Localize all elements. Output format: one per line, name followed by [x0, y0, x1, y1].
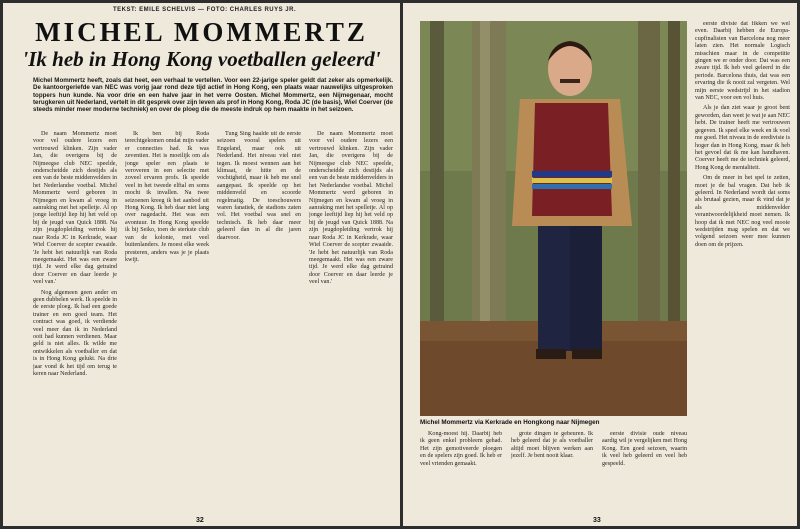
column-5-text: eerste divisie dat fikken we wel even. Daarbij hebben de Europa-cupfinalisten van Barcelona nog meer laten zien. Het normale Logisch misschien maar in de competitie gingen we er onder door. Dat was een zware tijd. Ik heb veel geleerd in die periode. Barcelona thuis, dat was een ervaring die ik nooit zal vergeten. Wel mijn eerste wedstrijd in het stadion van NEC, voor een vol huis. — [695, 21, 790, 102]
column-1-text: De naam Mommertz moet voor vel oudere lezers een vertrouwd klinken. Zijn vader Jan, die overigens bij de Nijmeegse club NEC speelde, onderscheidde zich destijds als een van de beste middenvelders in het Nederlandse voetbal. Michel Mommertz werd geboren in Nijmegen en kwam al vroeg in aanraking met het spelletje. Al op jonge leeftijd liep hij het veld op bij de jeugd van Quick 1888. Na zijn jeugdopleiding vertrok hij naar Roda JC in Kerkrade, waar Wiel Coerver de scepter zwaaide. 'Je hebt het natuurlijk van Roda meegemaakt. Het was een zware tijd. Je werd elke dag getraind door Coerver en daar leerde je veel van.' — [33, 131, 117, 286]
bottom-column-1-text: Kong-moest hij. Daarbij heb ik geen enkel probleem gehad. Het zijn gemotiveerde ploegen en de spelers zijn goed. Ik heb er veel vrienden gemaakt. — [420, 431, 502, 467]
headline: MICHEL MOMMERTZ — [35, 17, 368, 47]
photo-caption: Michel Mommertz via Kerkrade en Hongkong naar Nijmegen — [420, 419, 600, 426]
article-column-3 — [217, 131, 301, 519]
article-column-5 — [695, 21, 790, 519]
bottom-column-3 — [602, 431, 687, 519]
left-page — [3, 3, 400, 526]
article-credits: TEKST: EMILE SCHELVIS — FOTO: CHARLES RUYS JR. — [113, 7, 297, 13]
column-5-text-continued: Als je dan ziet waar je groot bent geworden, dan weet je wat je aan NEC hebt. De trainer heeft me vertrouwen gegeven. Ik speel elke week en ik voel me goed. Het niveau in de eredivisie is hoger dan in Hong Kong, maar ik heb het gevoel dat ik me kan handhaven. Coerver heeft me de techniek geleerd, Hong Kong de mentaliteit. — [695, 105, 790, 171]
player-photo — [420, 21, 687, 416]
article-column-4 — [309, 131, 393, 519]
bottom-column-2 — [511, 431, 593, 519]
column-3-text: Tung Sing haalde uit de eerste seizoen vooral spelers uit Engeland, maar ook uit Nederland. Het niveau viel niet tegen. Ik moest wennen aan het klimaat, de hitte en de vochtigheid, maar ik heb me snel aangepast. Ik speelde op het middenveld en scoorde regelmatig. De toeschouwers waren fanatiek, de stadions zaten vol. Het voetbal was snel en technisch. Ik heb daar meer geleerd dan in al die jaren daarvoor. — [217, 131, 301, 241]
photo-illustration — [420, 21, 687, 416]
bottom-column-2-text: grote dingen te gebeuren. Ik heb geleerd dat je als voetballer altijd moet blijven werken aan jezelf. Je bent nooit klaar. — [511, 431, 593, 460]
column-5-text-end: Om de meer in het spel te zetten, moet je de bal vragen. Dat heb ik geleerd. In Nederland wordt dat soms als brutaal gezien, maar ik vind dat je als middenvelder verantwoordelijkheid moet nemen. Ik hoop dat ik met NEC nog veel mooie wedstrijden mag spelen en dat we volgend seizoen weer mee kunnen doen om de prijzen. — [695, 175, 790, 248]
column-2-text: Ik ben bij Roda terechtgekomen omdat mijn vader er connecties had. Ik was zeventien. Het is moeilijk om als jonge speler een plaats te veroveren in een selectie met zoveel ervaren profs. Ik speelde veel in het tweede elftal en soms mocht ik invallen. Na twee seizoenen kreeg ik het aanbod uit Hong Kong. Ik heb daar niet lang over nagedacht. Het was een avontuur. In Hong Kong speelde ik bij Seiko, toen de sterkste club van de kolonie, met veel buitenlanders. Je moest elke week presteren, anders was je je plaats kwijt. — [125, 131, 209, 263]
article-column-1 — [33, 131, 117, 519]
intro-paragraph: Michel Mommertz heeft, zoals dat heet, een verhaal te vertellen. Voor een 22-jarige speler geldt dat zeker als opmerkelijk. De kantoorgeriefde van NEC was vorig jaar rond deze tijd actief in Hong Kong, een plaats waar nauwelijks uitgesproken toppers hun kunde. Na voor drie en een halve jaar in het verre Oosten. Michel Mommertz, een Nijmegenaar, mocht terugkeren uit Nederland, vertelt in dit gesprek over zijn leven als prof in Hong Kong, Roda JC (de basis), Wiel Coerver (de steeds minder meer moderne techniek) en over de ploeg die de meeste indruk op hem maakte in het seizoen. — [33, 77, 393, 114]
bottom-column-1 — [420, 431, 502, 519]
page-number-right: 33 — [593, 517, 601, 524]
page-number-left: 32 — [196, 517, 204, 524]
article-column-2 — [125, 131, 209, 519]
subheadline: 'Ik heb in Hong Kong voetballen geleerd' — [22, 47, 381, 71]
bottom-column-3-text: eerste divisie oude niveau aardig wil je vergelijken met Hong Kong. Een goed seizoen, waarin ik veel heb geleerd en veel heb gespeeld. — [602, 431, 687, 467]
right-page — [403, 3, 797, 526]
column-1-text-continued: Nog algemeen geen ander en geen dubbelen werk. Ik speelde in de eerste ploeg. Ik had een goede trainer en een goed team. Het contract was goed, ik verdiende veel meer dan ik in Nederland ooit had kunnen verdienen. Maar geld is niet alles. Ik wilde me ontwikkelen als voetballer en dat is in Hong Kong gelukt. Na drie jaar vond ik het tijd om terug te keren naar Nederland. — [33, 289, 117, 377]
column-4-text: De naam Mommertz moet voor vel oudere lezers een vertrouwd klinken. Zijn vader Jan, die overigens bij de Nijmeegse club NEC speelde, onderscheidde zich destijds als een van de beste middenvelders in het Nederlandse voetbal. Michel Mommertz werd geboren in Nijmegen en kwam al vroeg in aanraking met het spelletje. Al op jonge leeftijd liep hij het veld op bij de jeugd van Quick 1888. Na zijn jeugdopleiding vertrok hij naar Roda JC in Kerkrade, waar Wiel Coerver de scepter zwaaide. 'Je hebt het natuurlijk van Roda meegemaakt. Het was een zware tijd. Je werd elke dag getraind door Coerver en daar leerde je veel van.' — [309, 131, 393, 286]
